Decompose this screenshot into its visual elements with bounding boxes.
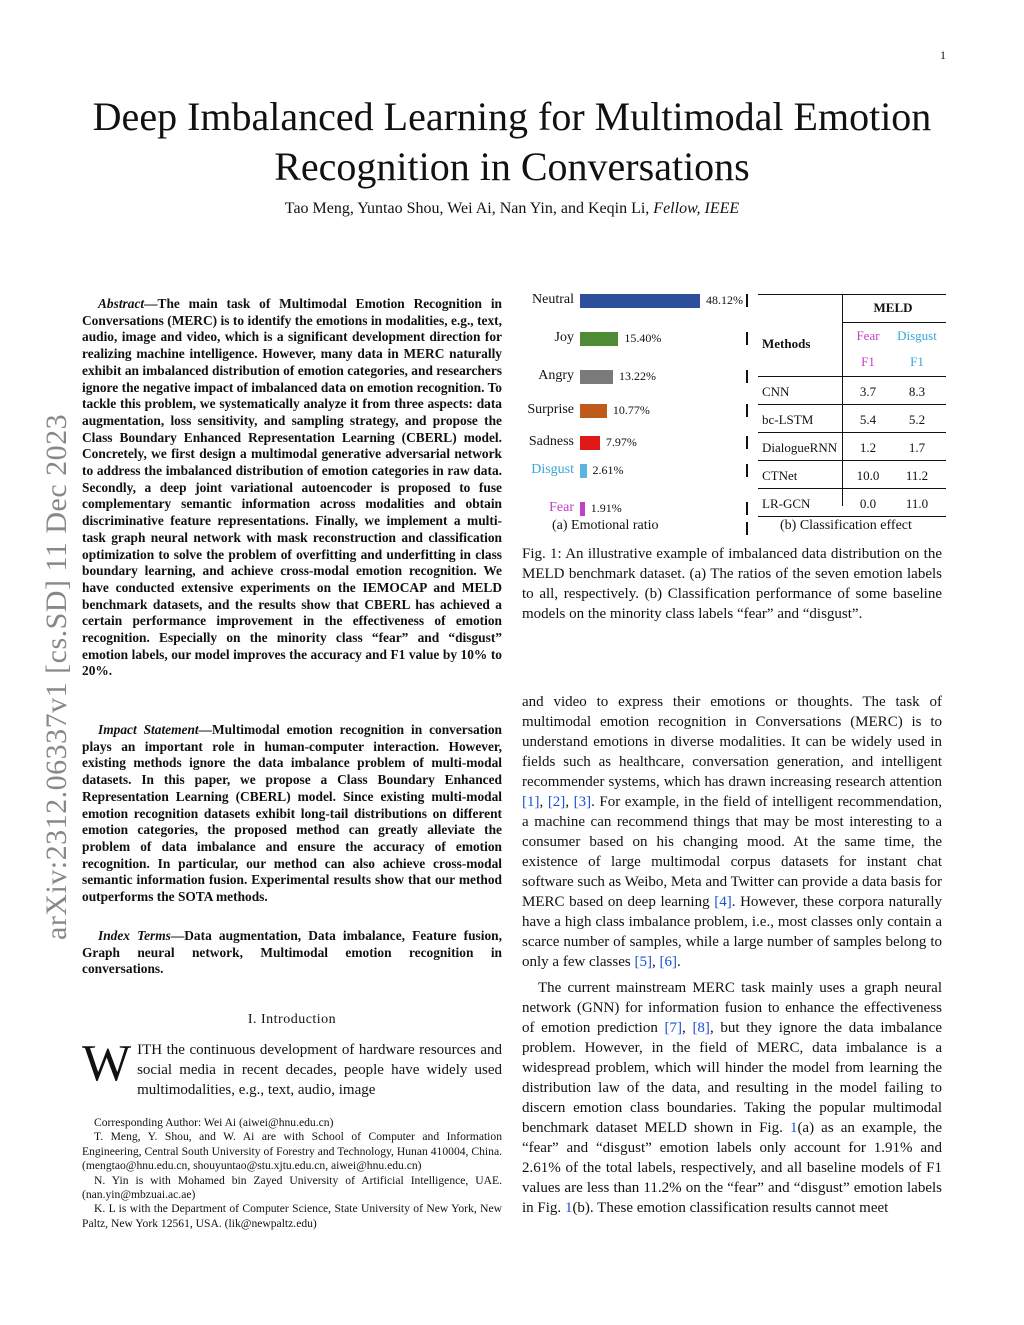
body-text: and video to express their emotions or thoughts. The task of multimodal emotion recognition in Conversations (MERC) is to understand emotions in diverse modalities. It can be widely used in fields such as healthcare, conversation generation, and intelligent recommender systems, which has drawn increasing research attention bbox=[522, 694, 942, 790]
dataset-header: MELD bbox=[873, 300, 913, 315]
bar-surprise bbox=[580, 404, 607, 418]
abstract-text: —The main task of Multimodal Emotion Recognition in Conversations (MERC) is to identify the emotions in modalities, e.g., text, audio, image and video, which is a significant development direction for realizing machine intelligence. However, many data in MERC naturally exhibit an imbalanced distribution of emotion categories, and researchers ignore the negative impact of imbalanced data on emotion recognition. To tackle this problem, we systematically analyze it from three aspects: data augmentation, loss sensitivity, and sampling strategy, and propose the Class Boundary Enhanced Representation Learning (CBERL) model. Concretely, we first design a multimodal generative adversarial network to address the imbalanced distribution of emotion categories in raw data. Secondly, a deep joint variational autoencoder is proposed to fuse complementary semantic information across modalities and obtain discriminative feature representations. Finally, we implement a multi-task graph neural network with mask reconstruction and classification optimization to solve the problem of overfitting and underfitting in class boundary learning, and achieve cross-modal emotion recognition. We have conducted extensive experiments on the IEMOCAP and MELD benchmark datasets, and the results show that CBERL has achieved a certain performance improvement in the effectiveness of emotion recognition. Especially on the minority class “fear” and “disgust” emotion labels, our model improves the accuracy and F1 value by 10% to 20%. bbox=[82, 296, 502, 679]
method-name: CNN bbox=[762, 384, 790, 399]
fear-header: Fear bbox=[856, 328, 880, 343]
value-label: 48.12% bbox=[706, 293, 743, 307]
method-name: DialogueRNN bbox=[762, 440, 838, 455]
disgust-f1: 11.2 bbox=[905, 468, 929, 483]
fear-f1: 0.0 bbox=[859, 496, 877, 511]
category-label: Fear bbox=[549, 500, 574, 515]
citation-link[interactable]: [1] bbox=[522, 794, 540, 810]
body-text: (b). These emotion classification results cannot meet bbox=[572, 1200, 889, 1216]
body-paragraph bbox=[522, 978, 942, 1218]
footnote: T. Meng, Y. Shou, and W. Ai are with School of Computer and Information Engineering, Central South University of Forestry and Technology, Hunan 410004, China. (mengtao@hnu.edu.cn, shouyuntao@stu.xjtu.edu.cn, aiwei@hnu.edu.cn) bbox=[82, 1130, 502, 1173]
disgust-f1: 11.0 bbox=[905, 496, 929, 511]
chart-caption: (a) Emotional ratio bbox=[552, 518, 659, 533]
figure-link[interactable]: 1 bbox=[789, 1120, 798, 1136]
bar-angry bbox=[580, 370, 613, 384]
right-column-body bbox=[522, 692, 942, 1224]
divider-tick bbox=[746, 370, 748, 383]
method-name: CTNet bbox=[762, 468, 798, 483]
citation-link[interactable]: [6] bbox=[659, 954, 677, 970]
body-text: , bbox=[539, 794, 548, 810]
author-suffix: Fellow, IEEE bbox=[653, 200, 740, 217]
disgust-f1: 5.2 bbox=[908, 412, 926, 427]
footnote: Corresponding Author: Wei Ai (aiwei@hnu.edu.cn) bbox=[94, 1116, 334, 1129]
footnote: N. Yin is with Mohamed bin Zayed University of Artificial Intelligence, UAE. (nan.yin@mbzuai.ac.ae) bbox=[82, 1173, 502, 1202]
fear-metric: F1 bbox=[861, 354, 875, 369]
value-label: 1.91% bbox=[590, 501, 622, 515]
index-terms bbox=[82, 928, 502, 978]
abstract-lead: Abstract bbox=[98, 296, 145, 311]
fear-f1: 1.2 bbox=[859, 440, 877, 455]
index-lead: Index Terms bbox=[98, 928, 171, 943]
divider-tick bbox=[746, 522, 748, 535]
disgust-metric: F1 bbox=[910, 354, 924, 369]
footnotes bbox=[82, 1116, 502, 1231]
body-text: . For example, in the field of intelligent recommendation, a machine can recommend things that may be most interesting to a consumer based on his changing mood. At the same time, the existence of large multimodal corpus datasets for instant chat software such as Weibo, Meta and Twitter can provide a data basis for MERC based on deep learning bbox=[522, 794, 943, 910]
citation-link[interactable]: [2] bbox=[547, 794, 566, 810]
body-text: . bbox=[676, 954, 681, 970]
citation-link[interactable]: [8] bbox=[692, 1020, 710, 1036]
method-name: LR-GCN bbox=[762, 496, 811, 511]
paper-title: Deep Imbalanced Learning for Multimodal Emotion Recognition in Conversations bbox=[92, 94, 932, 189]
disgust-header: Disgust bbox=[897, 328, 937, 343]
divider-tick bbox=[746, 294, 748, 307]
figure-1 bbox=[520, 286, 950, 548]
citation-link[interactable]: [7] bbox=[664, 1020, 682, 1036]
arxiv-stamp: arXiv:2312.06337v1 [cs.SD] 11 Dec 2023 bbox=[40, 413, 73, 940]
citation-link[interactable]: [4] bbox=[714, 894, 732, 910]
author-names: Tao Meng, Yuntao Shou, Wei Ai, Nan Yin, and Keqin Li, bbox=[284, 200, 650, 217]
value-label: 7.97% bbox=[605, 435, 637, 449]
category-label: Surprise bbox=[527, 402, 574, 417]
value-label: 13.22% bbox=[618, 369, 656, 383]
divider-tick bbox=[746, 404, 748, 417]
bar-disgust bbox=[580, 464, 587, 478]
category-label: Disgust bbox=[531, 462, 574, 477]
method-name: bc-LSTM bbox=[762, 412, 814, 427]
footnote: K. L is with the Department of Computer Science, State University of New York, New Paltz, New York 12561, USA. (lik@newpaltz.edu) bbox=[82, 1202, 502, 1230]
body-text: The current mainstream MERC task mainly uses a graph neural network (GNN) for information fusion to enhance the effectiveness of emotion prediction bbox=[522, 980, 942, 1036]
citation-link[interactable]: [3] bbox=[573, 794, 592, 810]
bar-sadness bbox=[580, 436, 600, 450]
body-text: (a) as an example, the “fear” and “disgust” emotion labels only account for 1.91% and 2.61% of the total labels, respectively, and all baseline models of F1 values are less than 11.2% on the “fear” and “disgust” emotion labels in Fig. bbox=[522, 1120, 942, 1216]
bar-joy bbox=[580, 332, 618, 346]
category-label: Sadness bbox=[528, 434, 574, 449]
abstract bbox=[82, 296, 502, 680]
impact-text: —Multimodal emotion recognition in conversation plays an important role in human-computer interaction. However, existing methods ignore the data imbalance problem of multi-modal datasets. In this paper, we propose a Class Boundary Enhanced Representation Learning (CBERL) model. Since existing multi-modal emotion recognition datasets exhibit long-tail distributions on different emotion categories, the proposed method can greatly alleviate the problem of data imbalance and ensure the accuracy of emotion recognition. In particular, our method can also achieve cross-modal semantic information fusion. Experimental results show that our method outperforms the SOTA methods. bbox=[82, 722, 502, 905]
page-number: 1 bbox=[940, 48, 946, 62]
value-label: 2.61% bbox=[592, 463, 624, 477]
value-label: 15.40% bbox=[624, 331, 662, 345]
impact-statement bbox=[82, 722, 502, 906]
fear-f1: 3.7 bbox=[859, 384, 877, 399]
divider-tick bbox=[746, 464, 748, 477]
value-label: 10.77% bbox=[612, 403, 650, 417]
methods-header: Methods bbox=[762, 336, 811, 351]
category-label: Angry bbox=[538, 368, 574, 383]
body-text: , bbox=[651, 954, 660, 970]
body-text: , bbox=[682, 1020, 693, 1036]
disgust-f1: 8.3 bbox=[908, 384, 926, 399]
dropcap: W bbox=[82, 1035, 132, 1092]
bar-neutral bbox=[580, 294, 700, 308]
author-list bbox=[40, 200, 984, 218]
bar-fear bbox=[580, 502, 585, 516]
citation-link[interactable]: [5] bbox=[634, 954, 652, 970]
category-label: Joy bbox=[554, 330, 574, 345]
disgust-f1: 1.7 bbox=[908, 440, 926, 455]
divider-tick bbox=[746, 502, 748, 515]
body-text: , but they ignore the data imbalance problem. However, in the field of MERC, data imbalance is a widespread problem, which will hinder the model from learning the distribution law of the data, and resulting in the model failing to discern emotion class boundaries. Taking the popular multimodal benchmark dataset MELD shown in Fig. bbox=[522, 1020, 943, 1136]
figure-link[interactable]: 1 bbox=[564, 1200, 573, 1216]
fear-f1: 5.4 bbox=[859, 412, 877, 427]
index-text: —Data augmentation, Data imbalance, Feature fusion, Graph neural network, Multimodal emotion recognition in conversations. bbox=[82, 928, 502, 977]
category-label: Neutral bbox=[532, 292, 574, 307]
divider-tick bbox=[746, 332, 748, 345]
body-text: , bbox=[565, 794, 574, 810]
impact-lead: Impact Statement bbox=[98, 722, 199, 737]
table-caption: (b) Classification effect bbox=[780, 518, 912, 533]
intro-paragraph bbox=[82, 1035, 502, 1100]
body-paragraph bbox=[522, 692, 942, 972]
intro-text: ITH the continuous development of hardware resources and social media in recent decades, people have widely used multimodalities, e.g., text, audio, image bbox=[137, 1042, 502, 1098]
body-text: . However, these corpora naturally have a high class imbalance problem, i.e., most classes only contain a scarce number of samples, while a large number of samples belong to only a few classes bbox=[522, 894, 942, 970]
fear-f1: 10.0 bbox=[856, 468, 880, 483]
divider-tick bbox=[746, 436, 748, 449]
figure-caption: Fig. 1: An illustrative example of imbalanced data distribution on the MELD benchmark dataset. (a) The ratios of the seven emotion labels to all, respectively. (b) Classification performance of some baseline models on the minority class labels “fear” and “disgust”. bbox=[522, 546, 942, 622]
section-heading: I. Introduction bbox=[247, 1012, 337, 1027]
